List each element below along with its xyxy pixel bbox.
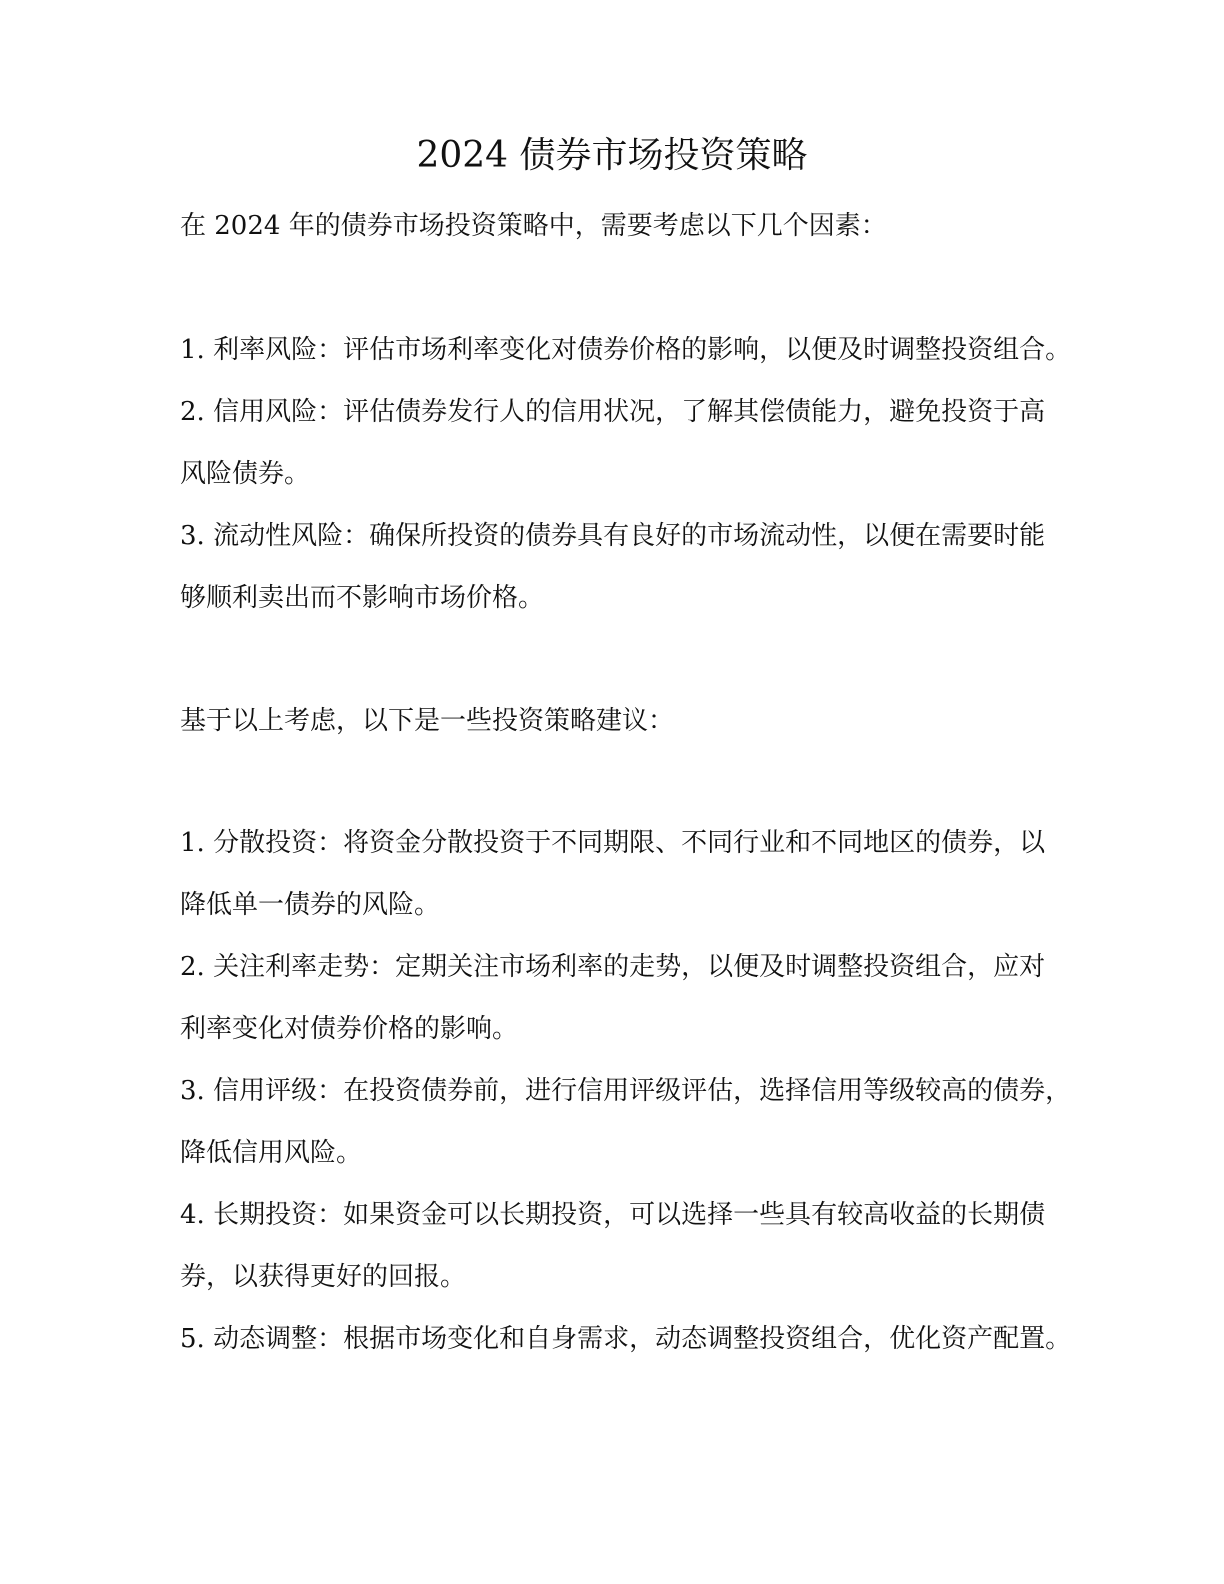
strategy-line-9: 5. 动态调整：根据市场变化和自身需求，动态调整投资组合，优化资产配置。	[180, 1324, 1072, 1354]
factor-line-4: 3. 流动性风险：确保所投资的债券具有良好的市场流动性，以便在需要时能	[180, 521, 1046, 551]
strategy-intro-paragraph	[180, 690, 1060, 752]
strategy-intro-line: 基于以上考虑，以下是一些投资策略建议：	[180, 706, 675, 736]
strategy-line-1: 1. 分散投资：将资金分散投资于不同期限、不同行业和不同地区的债券，以	[180, 828, 1046, 858]
document-title: 2024 债券市场投资策略	[416, 135, 808, 176]
risk-factors-list	[180, 319, 1072, 629]
strategy-line-3: 2. 关注利率走势：定期关注市场利率的走势，以便及时调整投资组合，应对	[180, 952, 1046, 982]
strategy-line-7: 4. 长期投资：如果资金可以长期投资，可以选择一些具有较高收益的长期债	[180, 1200, 1046, 1230]
intro-paragraph	[180, 195, 1060, 257]
strategy-line-6: 降低信用风险。	[180, 1138, 363, 1168]
strategy-list	[180, 812, 1072, 1370]
strategy-line-8: 券，以获得更好的回报。	[180, 1262, 467, 1292]
factor-line-2: 2. 信用风险：评估债券发行人的信用状况，了解其偿债能力，避免投资于高	[180, 397, 1046, 427]
factor-line-5: 够顺利卖出而不影响市场价格。	[180, 583, 545, 613]
factor-line-3: 风险债券。	[180, 459, 311, 489]
strategy-line-2: 降低单一债券的风险。	[180, 890, 441, 920]
strategy-line-5: 3. 信用评级：在投资债券前，进行信用评级评估，选择信用等级较高的债券，	[180, 1076, 1072, 1106]
strategy-line-4: 利率变化对债券价格的影响。	[180, 1014, 519, 1044]
factor-line-1: 1. 利率风险：评估市场利率变化对债券价格的影响，以便及时调整投资组合。	[180, 335, 1072, 365]
intro-line: 在 2024 年的债券市场投资策略中，需要考虑以下几个因素：	[180, 211, 887, 241]
